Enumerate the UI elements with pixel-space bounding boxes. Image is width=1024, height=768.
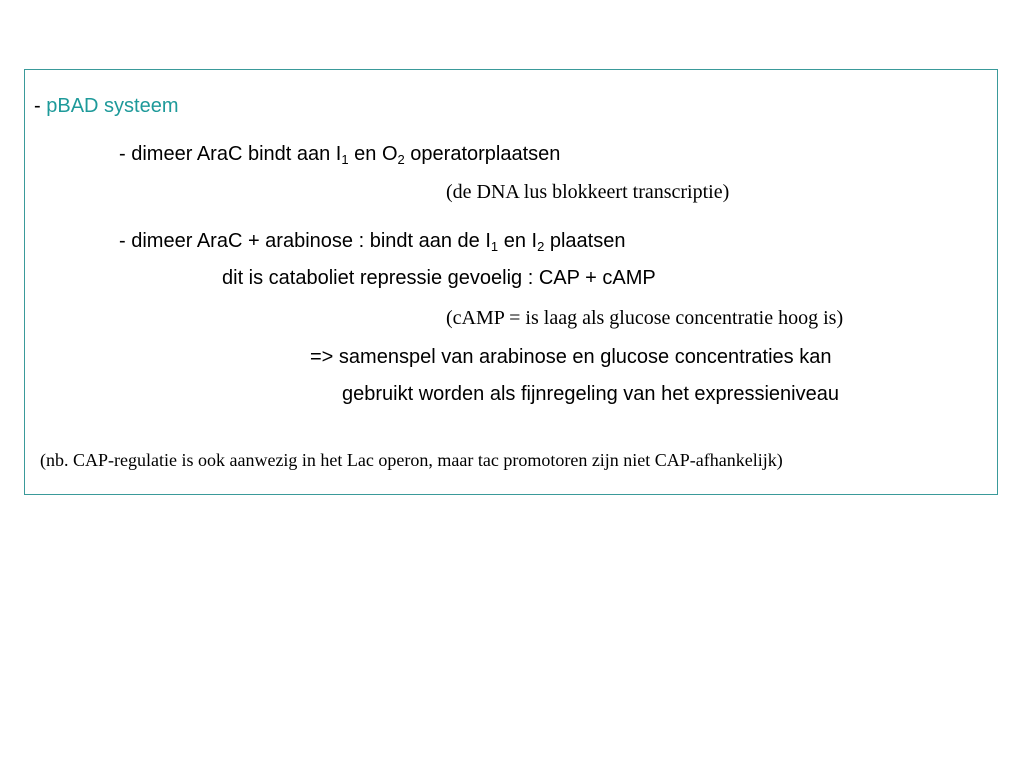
point-1-text-c: operatorplaatsen <box>404 143 561 165</box>
note-2: (cAMP = is laag als glucose concentratie hoog is) <box>446 307 844 329</box>
point-1-text-a: dimeer AraC bindt aan I <box>131 143 342 165</box>
heading-dash: - <box>34 95 41 117</box>
note-1: (de DNA lus blokkeert transcriptie) <box>446 181 730 203</box>
conclusion-line-1: => samenspel van arabinose en glucose concentraties kan <box>310 346 832 368</box>
point-2-sub-b: 2 <box>537 239 545 254</box>
point-1-sub-b: 2 <box>397 152 405 167</box>
heading-title: pBAD systeem <box>46 95 179 117</box>
point-1-sub-a: 1 <box>341 152 349 167</box>
point-1-text-b: en O <box>348 143 398 165</box>
footnote: (nb. CAP-regulatie is ook aanwezig in het Lac operon, maar tac promotoren zijn niet CAP-afhankelijk) <box>40 450 783 470</box>
conclusion-line-2: gebruikt worden als fijnregeling van het expressieniveau <box>342 383 839 405</box>
point-1 <box>119 143 561 167</box>
point-2-dash: - <box>119 230 126 252</box>
point-2-text-a: dimeer AraC + arabinose : bindt aan de I <box>131 230 491 252</box>
point-2-detail: dit is cataboliet repressie gevoelig : CAP + cAMP <box>222 267 656 289</box>
point-2-text-b: en I <box>498 230 538 252</box>
heading <box>34 96 179 116</box>
point-2-sub-a: 1 <box>490 239 499 254</box>
point-2 <box>119 230 626 254</box>
point-2-text-c: plaatsen <box>544 230 626 252</box>
point-1-dash: - <box>119 143 126 165</box>
content-box <box>24 69 998 495</box>
